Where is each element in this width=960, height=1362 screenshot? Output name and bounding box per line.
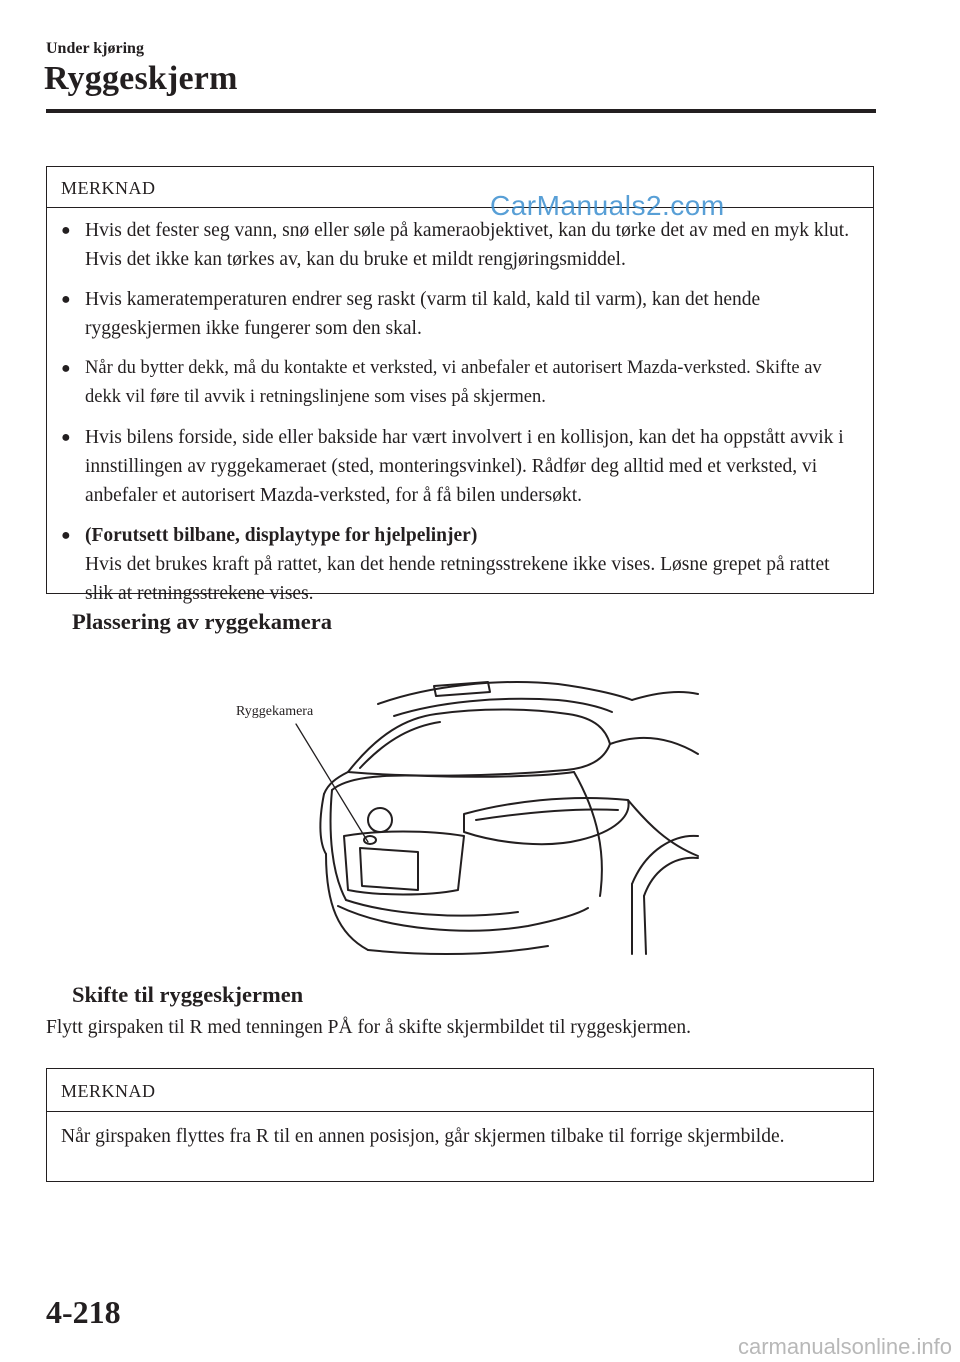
figure-label-camera: Ryggekamera <box>236 704 314 719</box>
note-box-1 <box>46 166 874 604</box>
note-item <box>61 423 853 510</box>
note-box-2 <box>46 1068 874 1182</box>
note-heading: MERKNAD <box>47 167 873 208</box>
note-item <box>61 354 853 412</box>
note-item-text: Hvis det fester seg vann, snø eller søle på kameraobjektivet, kan du tørke det av med en myk klut. Hvis det ikke kan tørkes av, kan du bruke et mildt rengjøringsmiddel. <box>85 220 850 270</box>
note-item <box>61 285 853 343</box>
section-kicker: Under kjøring <box>46 40 144 57</box>
note-item-text: Hvis kameratemperaturen endrer seg raskt (varm til kald, kald til varm), kan det hende ryggeskjermen ikke fungerer som den skal. <box>85 289 761 339</box>
bullet-icon: ● <box>61 429 71 446</box>
note-item <box>61 521 853 608</box>
bullet-icon: ● <box>61 527 71 544</box>
note-body <box>47 1112 873 1161</box>
switch-instruction: Flytt girspaken til R med tenningen PÅ for å skifte skjermbildet til ryggeskjermen. <box>46 1017 692 1038</box>
section-heading-switch: Skifte til ryggeskjermen <box>72 982 304 1007</box>
note-item-content <box>85 521 853 608</box>
note-item-text: Når du bytter dekk, må du kontakte et verksted, vi anbefaler et autorisert Mazda-verksted. Skifte av dekk vil føre til avvik i retningslinjene som vises på skjermen. <box>85 358 822 407</box>
bullet-icon: ● <box>61 360 71 377</box>
rear-camera-figure <box>228 664 708 956</box>
note-item-text: Hvis det brukes kraft på rattet, kan det hende retningsstrekene ikke vises. Løsne grepet på rattet slik at retningsstrekene vises. <box>85 554 830 604</box>
watermark-top: CarManuals2.com <box>490 190 725 221</box>
note-item-text: Hvis bilens forside, side eller bakside har vært involvert i en kollisjon, kan det ha oppstått avvik i innstillingen av ryggekameraet (sted, monteringsvinkel). Rådfør deg alltid med et verksted, vi anbefaler et autorisert Mazda-verksted, for å få bilen undersøkt. <box>85 427 844 506</box>
note-text: Når girspaken flyttes fra R til en annen posisjon, går skjermen tilbake til forrige skjermbilde. <box>61 1126 785 1147</box>
page-title: Ryggeskjerm <box>44 60 238 97</box>
watermark-bottom: carmanualsonline.info <box>737 1334 952 1359</box>
note-heading: MERKNAD <box>47 1069 873 1112</box>
bullet-icon: ● <box>61 291 71 308</box>
note-item <box>61 216 853 274</box>
page-number: 4-218 <box>46 1294 121 1330</box>
title-rule <box>46 109 876 113</box>
note-item-condition: (Forutsett bilbane, displaytype for hjelpelinjer) <box>85 525 478 546</box>
bullet-icon: ● <box>61 222 71 239</box>
section-heading-camera-location: Plassering av ryggekamera <box>72 609 332 634</box>
note-body <box>47 208 873 618</box>
